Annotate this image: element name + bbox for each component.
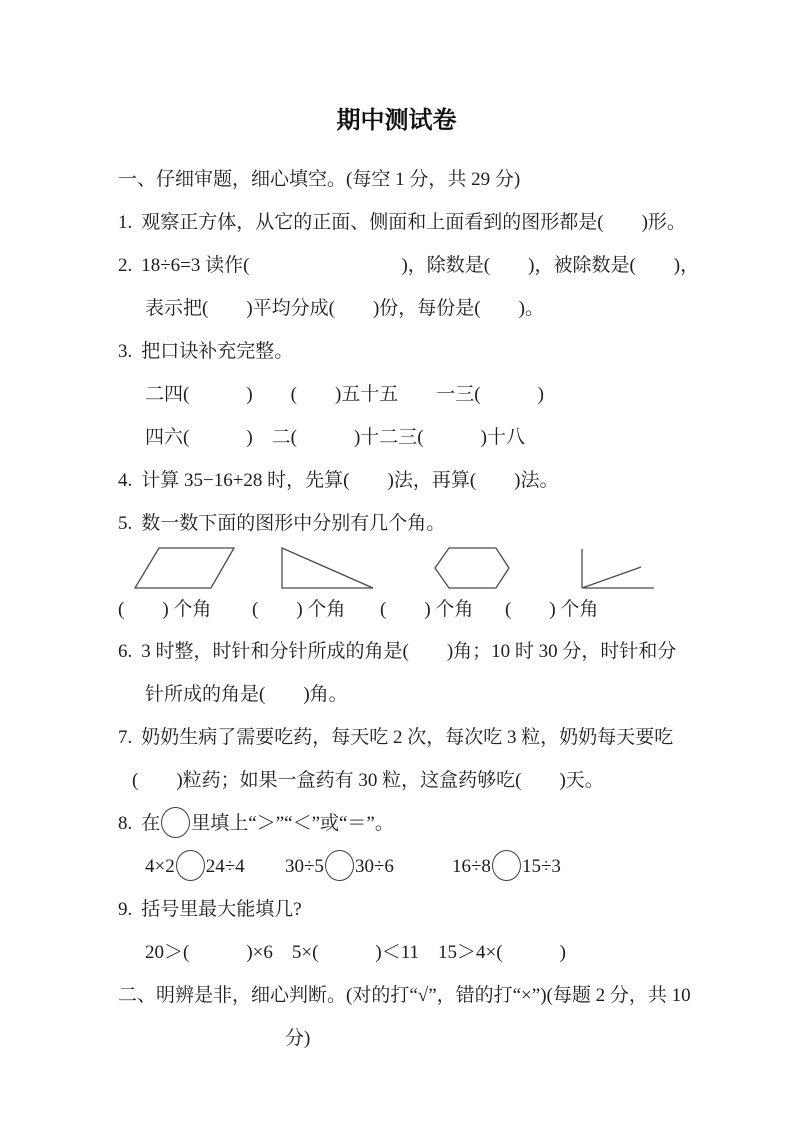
comparison-circle-3 xyxy=(492,850,521,881)
question-5-text: 数一数下面的图形中分别有几个角。 xyxy=(141,513,446,534)
comparison-3-left: 16÷8 xyxy=(452,856,491,877)
question-3-mnemonic-row-1: 二四( ) ( )五十五 一三( ) xyxy=(145,384,544,405)
question-4-text: 计算 35−16+28 时，先算( )法，再算( )法。 xyxy=(141,470,559,491)
angle-shape xyxy=(580,546,656,590)
triangle-shape xyxy=(280,546,375,590)
question-2-number: 2. xyxy=(118,255,133,276)
q5-answer-blank-3: ( ) 个角 xyxy=(380,599,474,620)
question-2-text-1: 18÷6=3 读作( )，除数是( )，被除数是( )， xyxy=(141,255,700,276)
question-9-text: 括号里最大能填几? xyxy=(141,899,302,920)
question-8-prefix: 在 xyxy=(141,813,161,834)
question-9-number: 9. xyxy=(118,899,133,920)
question-9-blanks-row: 20＞( )×6 5×( )＜11 15＞4×( ) xyxy=(145,942,566,963)
question-8-number: 8. xyxy=(118,813,133,834)
q5-answer-blank-2: ( ) 个角 xyxy=(252,599,346,620)
comparison-3-right: 15÷3 xyxy=(521,856,561,877)
section-2-header-line-2: 分) xyxy=(285,1028,311,1049)
question-7-number: 7. xyxy=(118,727,133,748)
question-7-text-2: ( )粒药；如果一盒药有 30 粒，这盒药够吃( )天。 xyxy=(132,770,604,791)
q5-shapes-row xyxy=(118,545,683,590)
comparison-1-left: 4×2 xyxy=(145,856,175,877)
paper-content xyxy=(118,158,700,1060)
question-7-text-1: 奶奶生病了需要吃药，每天吃 2 次，每次吃 3 粒，奶奶每天要吃 xyxy=(141,727,674,748)
question-6-text-2: 针所成的角是( )角。 xyxy=(145,684,348,705)
question-1-number: 1. xyxy=(118,212,133,233)
question-8-line-1 xyxy=(118,802,683,845)
comparison-item-1 xyxy=(145,845,245,888)
question-2-text-2: 表示把( )平均分成( )份，每份是( )。 xyxy=(145,298,544,319)
question-5-number: 5. xyxy=(118,513,133,534)
comparison-item-3 xyxy=(452,845,561,888)
question-5 xyxy=(118,502,683,545)
q5-answer-blank-4: ( ) 个角 xyxy=(505,599,599,620)
comparison-1-right: 24÷4 xyxy=(205,856,245,877)
page-title: 期中测试卷 xyxy=(336,107,457,134)
q5-answers-row xyxy=(118,590,683,630)
question-4-number: 4. xyxy=(118,470,133,491)
comparison-circle-1 xyxy=(176,850,205,881)
question-8-suffix: 里填上“＞”“＜”或“＝”。 xyxy=(191,813,394,834)
question-6-text-1: 3 时整，时针和分针所成的角是( )角；10 时 30 分，时针和分 xyxy=(141,641,677,662)
hexagon-shape xyxy=(433,546,511,590)
question-8-comparisons xyxy=(118,845,683,888)
question-6-number: 6. xyxy=(118,641,133,662)
comparison-circle-2 xyxy=(325,850,354,881)
section-2-header-line-1: 二、明辨是非，细心判断。(对的打“√”，错的打“×”)(每题 2 分，共 10 xyxy=(118,985,691,1006)
question-3-number: 3. xyxy=(118,341,133,362)
section-1-header: 一、仔细审题，细心填空。(每空 1 分，共 29 分) xyxy=(118,169,521,190)
comparison-2-left: 30÷5 xyxy=(285,856,324,877)
question-1 xyxy=(118,201,686,244)
question-3-text: 把口诀补充完整。 xyxy=(141,341,294,362)
comparison-2-right: 30÷6 xyxy=(354,856,394,877)
question-4 xyxy=(118,459,683,502)
question-6-line-2 xyxy=(118,673,683,716)
parallelogram-shape xyxy=(133,546,237,590)
question-2-line-1 xyxy=(118,244,700,287)
question-9 xyxy=(118,888,683,931)
question-1-text: 观察正方体，从它的正面、侧面和上面看到的图形都是( )形。 xyxy=(141,212,686,233)
question-2-line-2 xyxy=(118,287,683,330)
question-7-line-1 xyxy=(118,716,683,759)
q5-answer-blank-1: ( ) 个角 xyxy=(118,599,212,620)
question-3 xyxy=(118,330,683,373)
comparison-item-2 xyxy=(285,845,394,888)
question-6-line-1 xyxy=(118,630,683,673)
question-7-line-2 xyxy=(118,759,683,802)
comparison-circle-blank xyxy=(161,807,190,838)
question-3-mnemonic-row-2: 四六( ) 二( )十二三( )十八 xyxy=(145,427,525,448)
